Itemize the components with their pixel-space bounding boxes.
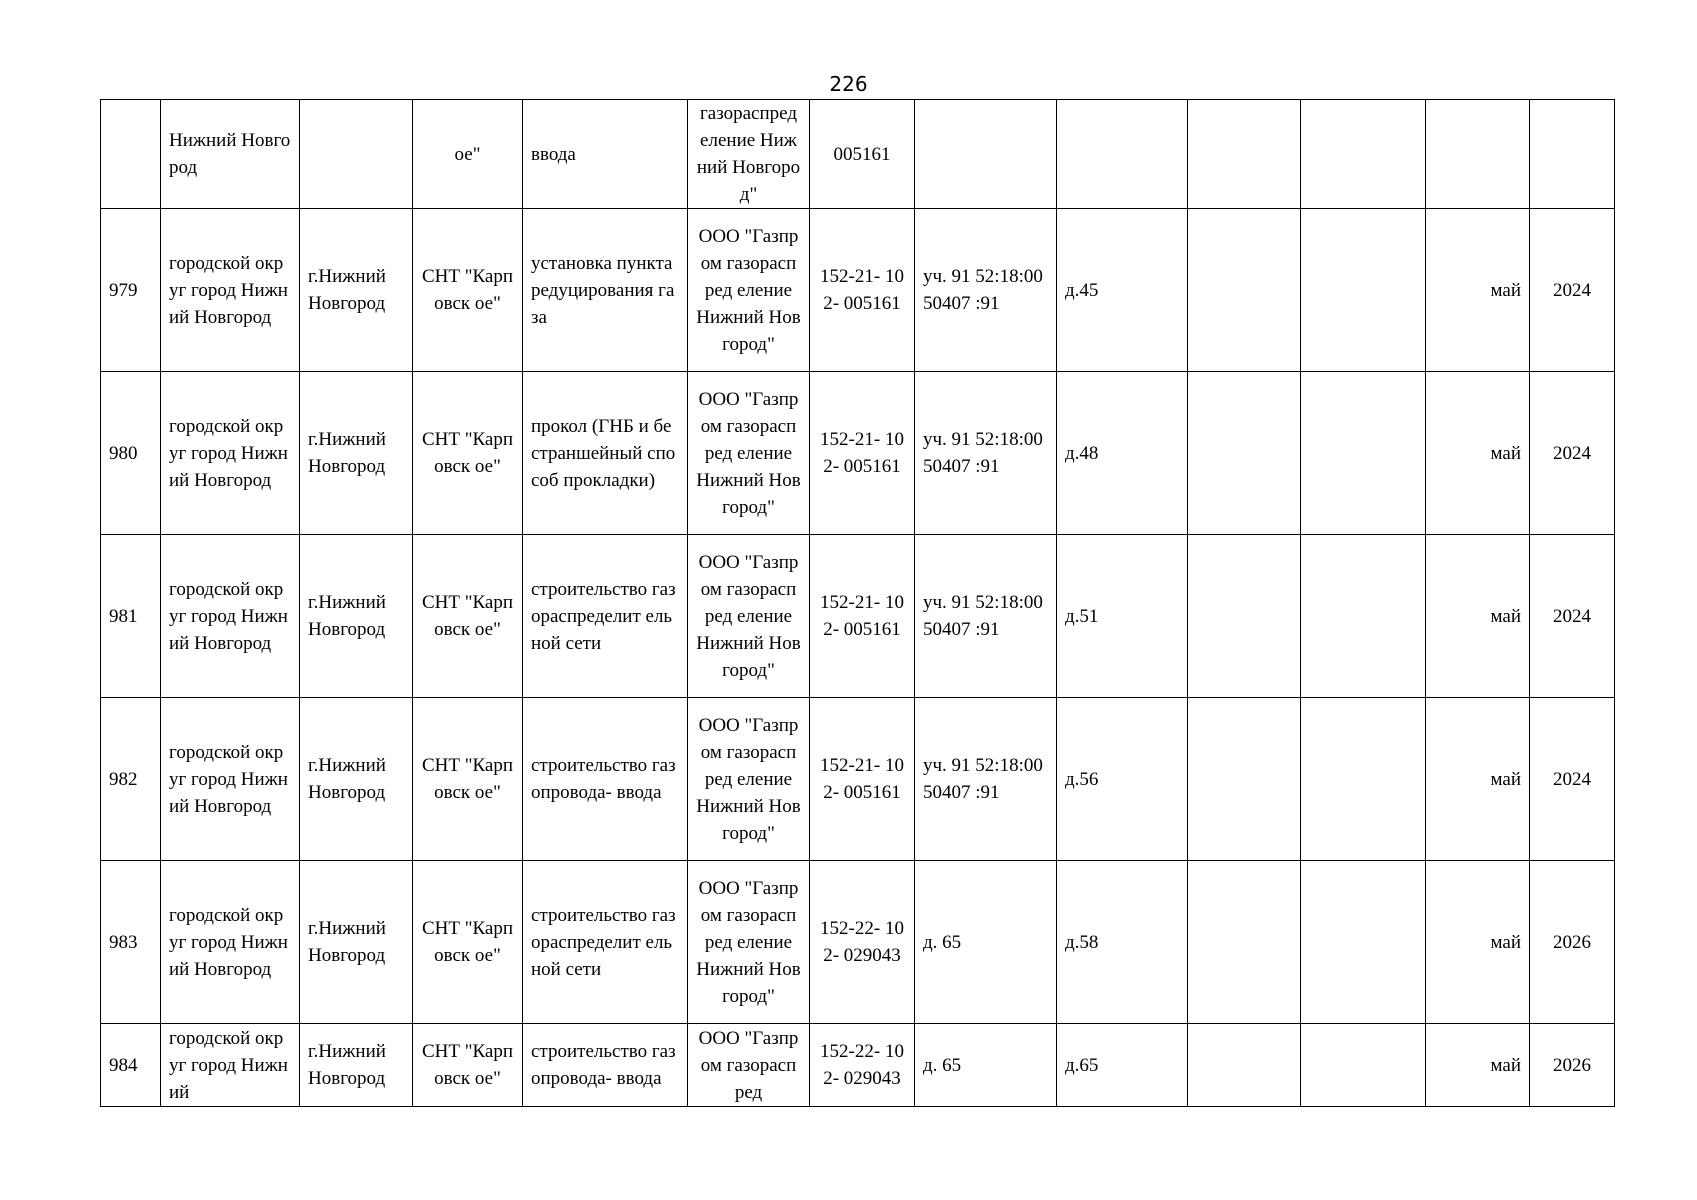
work-type-cell: ввода	[523, 100, 688, 209]
organization-cell: ООО "Газпром газораспред еление Нижний Новгород"	[688, 209, 810, 372]
row-number	[101, 100, 161, 209]
row-number: 982	[101, 698, 161, 861]
month-cell: май	[1426, 209, 1530, 372]
month-cell: май	[1426, 861, 1530, 1024]
land-plot-cell	[915, 100, 1057, 209]
snt-cell: СНТ "Карповск ое"	[413, 1024, 523, 1107]
empty-cell	[1301, 698, 1426, 861]
tech-conditions-cell: 152-21- 102- 005161	[810, 698, 915, 861]
land-plot-cell: уч. 91 52:18:0050407 :91	[915, 535, 1057, 698]
land-plot-cell: уч. 91 52:18:0050407 :91	[915, 209, 1057, 372]
tech-conditions-cell: 152-21- 102- 005161	[810, 209, 915, 372]
snt-cell: СНТ "Карповск ое"	[413, 535, 523, 698]
work-type-cell: строительство газораспределит ельной сети	[523, 535, 688, 698]
year-cell: 2024	[1530, 209, 1615, 372]
empty-cell	[1188, 535, 1301, 698]
district-cell: городской округ город Нижний Новгород	[161, 372, 300, 535]
table-row	[101, 698, 1615, 861]
organization-cell: ООО "Газпром газораспред еление Нижний Новгород"	[688, 372, 810, 535]
table-row	[101, 1024, 1615, 1107]
year-cell: 2026	[1530, 1024, 1615, 1107]
locality-cell: г.Нижний Новгород	[300, 698, 413, 861]
house-cell: д.56	[1057, 698, 1188, 861]
empty-cell	[1188, 372, 1301, 535]
locality-cell: г.Нижний Новгород	[300, 861, 413, 1024]
snt-cell: СНТ "Карповск ое"	[413, 861, 523, 1024]
district-cell: городской округ город Нижний Новгород	[161, 861, 300, 1024]
table-row	[101, 535, 1615, 698]
organization-cell: ООО "Газпром газораспред еление Нижний Новгород"	[688, 535, 810, 698]
year-cell: 2024	[1530, 698, 1615, 861]
empty-cell	[1188, 209, 1301, 372]
house-cell: д.51	[1057, 535, 1188, 698]
snt-cell: ое"	[413, 100, 523, 209]
row-number: 979	[101, 209, 161, 372]
district-cell: городской округ город Нижний Новгород	[161, 535, 300, 698]
empty-cell	[1301, 100, 1426, 209]
house-cell: д.45	[1057, 209, 1188, 372]
empty-cell	[1301, 372, 1426, 535]
empty-cell	[1301, 209, 1426, 372]
work-type-cell: установка пункта редуцирования газа	[523, 209, 688, 372]
row-number: 980	[101, 372, 161, 535]
work-type-cell: строительство газопровода- ввода	[523, 698, 688, 861]
snt-cell: СНТ "Карповск ое"	[413, 372, 523, 535]
empty-cell	[1188, 100, 1301, 209]
row-number: 981	[101, 535, 161, 698]
table-row	[101, 372, 1615, 535]
month-cell: май	[1426, 535, 1530, 698]
row-number: 984	[101, 1024, 161, 1107]
tech-conditions-cell: 152-22- 102- 029043	[810, 861, 915, 1024]
tech-conditions-cell: 152-22- 102- 029043	[810, 1024, 915, 1107]
land-plot-cell: д. 65	[915, 861, 1057, 1024]
organization-cell: ООО "Газпром газораспред еление Нижний Новгород"	[688, 861, 810, 1024]
work-type-cell: строительство газораспределит ельной сети	[523, 861, 688, 1024]
empty-cell	[1301, 861, 1426, 1024]
empty-cell	[1301, 1024, 1426, 1107]
work-type-cell: прокол (ГНБ и бестраншейный способ прокладки)	[523, 372, 688, 535]
tech-conditions-cell: 005161	[810, 100, 915, 209]
district-cell: городской округ город Нижний Новгород	[161, 698, 300, 861]
year-cell: 2024	[1530, 372, 1615, 535]
snt-cell: СНТ "Карповск ое"	[413, 209, 523, 372]
month-cell: май	[1426, 698, 1530, 861]
locality-cell: г.Нижний Новгород	[300, 372, 413, 535]
empty-cell	[1188, 1024, 1301, 1107]
year-cell: 2024	[1530, 535, 1615, 698]
land-plot-cell: уч. 91 52:18:0050407 :91	[915, 372, 1057, 535]
table-row	[101, 209, 1615, 372]
organization-cell: ООО "Газпром газораспред	[688, 1024, 810, 1107]
month-cell	[1426, 100, 1530, 209]
row-number: 983	[101, 861, 161, 1024]
locality-cell: г.Нижний Новгород	[300, 535, 413, 698]
works-table	[100, 99, 1615, 1107]
district-cell: городской округ город Нижний	[161, 1024, 300, 1107]
locality-cell: г.Нижний Новгород	[300, 209, 413, 372]
locality-cell	[300, 100, 413, 209]
month-cell: май	[1426, 1024, 1530, 1107]
empty-cell	[1188, 698, 1301, 861]
month-cell: май	[1426, 372, 1530, 535]
tech-conditions-cell: 152-21- 102- 005161	[810, 535, 915, 698]
house-cell: д.58	[1057, 861, 1188, 1024]
work-type-cell: строительство газопровода- ввода	[523, 1024, 688, 1107]
house-cell	[1057, 100, 1188, 209]
land-plot-cell: д. 65	[915, 1024, 1057, 1107]
year-cell	[1530, 100, 1615, 209]
locality-cell: г.Нижний Новгород	[300, 1024, 413, 1107]
year-cell: 2026	[1530, 861, 1615, 1024]
organization-cell: ООО "Газпром газораспред еление Нижний Новгород"	[688, 698, 810, 861]
snt-cell: СНТ "Карповск ое"	[413, 698, 523, 861]
house-cell: д.65	[1057, 1024, 1188, 1107]
district-cell: Нижний Новгород	[161, 100, 300, 209]
table-row-continued	[101, 100, 1615, 209]
organization-cell: газораспред еление Нижний Новгород"	[688, 100, 810, 209]
empty-cell	[1301, 535, 1426, 698]
empty-cell	[1188, 861, 1301, 1024]
page-number: 226	[829, 72, 868, 96]
house-cell: д.48	[1057, 372, 1188, 535]
land-plot-cell: уч. 91 52:18:0050407 :91	[915, 698, 1057, 861]
district-cell: городской округ город Нижний Новгород	[161, 209, 300, 372]
table-row	[101, 861, 1615, 1024]
tech-conditions-cell: 152-21- 102- 005161	[810, 372, 915, 535]
